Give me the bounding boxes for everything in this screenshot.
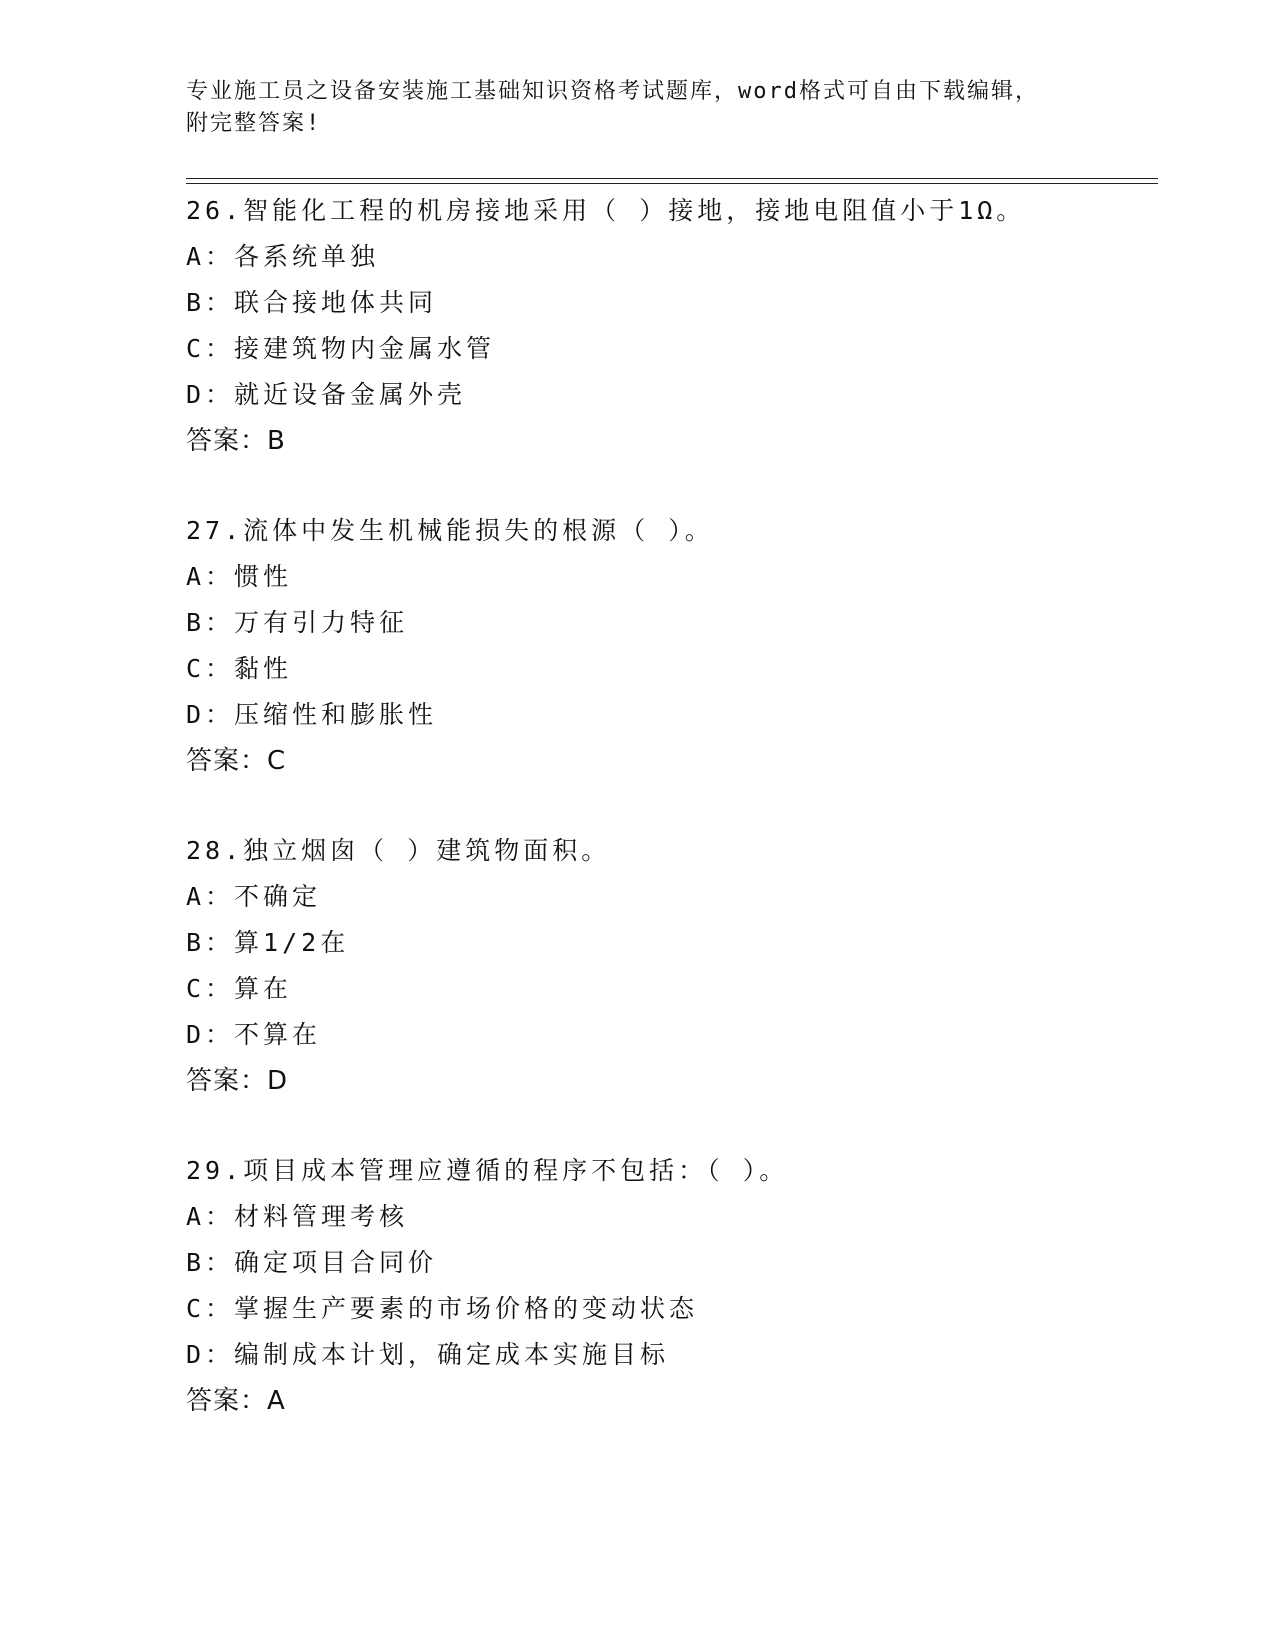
question-27: [186, 508, 1146, 784]
answer: 答案：C: [186, 746, 287, 776]
option-b: B：确定项目合同价: [186, 1248, 438, 1277]
header-line-1: 专业施工员之设备安装施工基础知识资格考试题库，word格式可自由下载编辑，: [186, 79, 1039, 104]
question-26: [186, 188, 1146, 464]
question-stem: 29.项目成本管理应遵循的程序不包括：（ ）。: [186, 1156, 789, 1185]
option-d: D：就近设备金属外壳: [186, 380, 467, 409]
option-a: A：材料管理考核: [186, 1202, 409, 1231]
option-a: A：不确定: [186, 882, 322, 911]
option-b: B：联合接地体共同: [186, 288, 438, 317]
option-d: D：不算在: [186, 1020, 322, 1049]
question-28: [186, 828, 1146, 1104]
option-b: B：万有引力特征: [186, 608, 409, 637]
answer: 答案：D: [186, 1066, 289, 1096]
option-c: C：掌握生产要素的市场价格的变动状态: [186, 1294, 699, 1323]
option-c: C：黏性: [186, 654, 293, 683]
question-stem: 26.智能化工程的机房接地采用（ ）接地，接地电阻值小于1Ω。: [186, 196, 1026, 225]
answer: 答案：B: [186, 426, 286, 456]
option-d: D：编制成本计划，确定成本实施目标: [186, 1340, 670, 1369]
document-header: [186, 76, 1086, 140]
option-a: A：各系统单独: [186, 242, 380, 271]
answer: 答案：A: [186, 1386, 286, 1416]
option-c: C：算在: [186, 974, 293, 1003]
option-c: C：接建筑物内金属水管: [186, 334, 496, 363]
header-line-2: 附完整答案!: [186, 111, 322, 136]
question-stem: 28.独立烟囱（ ）建筑物面积。: [186, 836, 611, 865]
option-d: D：压缩性和膨胀性: [186, 700, 438, 729]
option-b: B：算1/2在: [186, 928, 350, 957]
question-stem: 27.流体中发生机械能损失的根源（ ）。: [186, 516, 714, 545]
option-a: A：惯性: [186, 562, 293, 591]
question-29: [186, 1148, 1146, 1424]
header-divider: [186, 178, 1158, 184]
